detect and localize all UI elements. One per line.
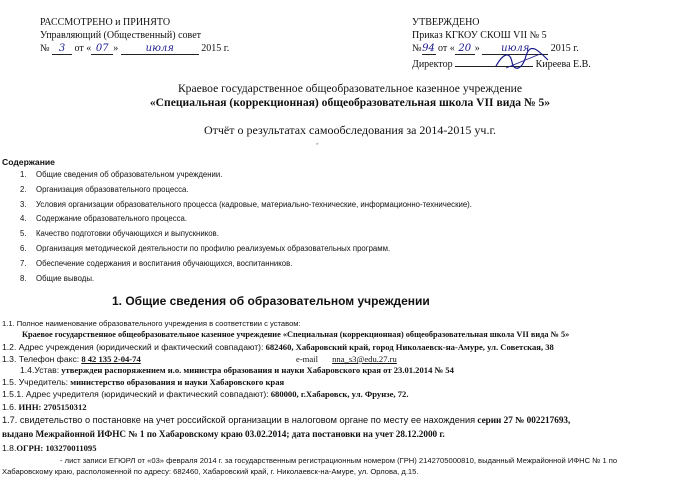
left-year: 2015 г. <box>201 43 230 54</box>
contents-item: 4. Содержание образовательного процесса. <box>20 214 188 223</box>
num-prefix: № <box>412 43 422 54</box>
p1-2-line <box>2 342 554 352</box>
p1-5-1-label: 1.5.1. Адрес учредителя (юридический и фактический совпадают): <box>2 389 269 399</box>
p1-7-issued: выдано Межрайонной ИФНС № 1 по Хабаровскому краю 03.02.2014; дата постановки на учет 28.12.2000 г. <box>2 429 445 439</box>
small-mark-icon: ⋆ <box>315 140 320 148</box>
p1-3-email-line <box>296 354 397 364</box>
p1-7-series: серии 27 № 002217693, <box>477 415 571 425</box>
contents-item: 6. Организация методической деятельности по профилю реализуемых образовательных программ. <box>20 244 391 253</box>
contents-item: 3. Условия организации образовательного процесса (кадровые, материально-технические, информационно-технические). <box>20 200 472 209</box>
p1-5-value: министерство образования и науки Хабаровского края <box>70 377 285 387</box>
contents-heading: Содержание <box>2 157 55 167</box>
p1-7-line <box>2 415 570 425</box>
section1-heading: 1. Общие сведения об образовательном учреждении <box>112 294 430 308</box>
p1-8-label: 1.8. <box>2 443 17 453</box>
contents-item: 7. Обеспечение содержания и воспитания обучающихся, воспитанников. <box>20 259 293 268</box>
contents-item: 2. Организация образовательного процесса. <box>20 185 189 194</box>
email-link[interactable]: nna_s3@edu.27.ru <box>332 354 397 364</box>
from-text: от « <box>438 43 455 54</box>
left-day-handwritten: 07 <box>95 43 109 54</box>
phone-fax: 8 42 135 2-04-74 <box>81 354 141 364</box>
email-label: e-mail <box>296 354 318 364</box>
title-line1: Краевое государственное общеобразовательное казенное учреждение <box>177 82 523 95</box>
p1-8-note2: Хабаровскому краю, расположенной по адресу: 682460, Хабаровский край, г. Николаевск-на-Амуре, ул. Орлова, д.15. <box>2 467 419 476</box>
p1-5-line <box>2 377 284 387</box>
inn-value: ИНН: 2705150312 <box>18 402 87 412</box>
left-month-handwritten: июля <box>145 43 174 54</box>
close-quote: » <box>113 43 119 54</box>
director-name: Киреева Е.В. <box>535 59 591 70</box>
close-quote: » <box>474 43 480 54</box>
right-year: 2015 г. <box>550 43 579 54</box>
p1-6-line <box>2 402 87 412</box>
p1-2-value: 682460, Хабаровский край, город Николаевск-на-Амуре, ул. Советская, 38 <box>265 342 554 352</box>
signature-image <box>492 48 552 72</box>
right-month-handwritten: июля <box>501 43 530 54</box>
p1-3-label: 1.3. Телефон факс: <box>2 354 80 364</box>
contents-item: 5. Качество подготовки обучающихся и выпускников. <box>20 229 219 238</box>
director-label: Директор <box>412 59 453 70</box>
p1-3-line <box>2 354 141 364</box>
p1-7-label: 1.7. свидетельство о постановке на учет российской организации в налоговом органе по месту ее нахождения <box>2 415 476 425</box>
report-title: Отчёт о результатах самообследования за 2014-2015 уч.г. <box>203 123 497 137</box>
contents-item: 8. Общие выводы. <box>20 274 95 283</box>
p1-5-1-value: 680000, г.Хабаровск, ул. Фрунзе, 72. <box>270 389 409 399</box>
right-approval-line2: Приказ КГКОУ СКОШ VII № 5 <box>412 30 547 41</box>
p1-8-line <box>2 443 97 453</box>
p1-4-label: 1.4.Устав: <box>20 365 60 375</box>
left-approval-number-line <box>40 43 229 55</box>
p1-1-label: 1.1. Полное наименование образовательного учреждения в соответствии с уставом: <box>2 319 301 328</box>
p1-5-1-line <box>2 389 408 399</box>
ogrn-value: ОГРН: 103270011095 <box>16 443 97 453</box>
num-prefix: № <box>40 43 50 54</box>
p1-5-label: 1.5. Учредитель: <box>2 377 69 387</box>
title-line2: «Специальная (коррекционная) общеобразовательная школа VII вида № 5» <box>149 96 551 109</box>
right-num-handwritten: 94 <box>422 43 435 54</box>
contents-item: 1. Общие сведения об образовательном учреждении. <box>20 170 223 179</box>
left-approval-line2: Управляющий (Общественный) совет <box>40 30 201 41</box>
p1-1-value: Краевое государственное общеобразовательное казенное учреждение «Специальная (коррекционная) общеобразовательная школа VII вида № 5» <box>22 330 570 339</box>
left-approval-line1: РАССМОТРЕНО и ПРИНЯТО <box>40 17 171 28</box>
right-day-handwritten: 20 <box>458 43 472 54</box>
p1-6-label: 1.6. <box>2 402 17 412</box>
p1-4-line <box>20 365 454 375</box>
p1-8-note1: - лист записи ЕГЮРЛ от «03» февраля 2014 г. за государственным регистрационным номером (ГРН) 2142705000810, выданный Межрайонной ИФНС № 1 по <box>60 456 618 465</box>
p1-2-label: 1.2. Адрес учреждения (юридический и фактический совпадают): <box>2 342 264 352</box>
right-approval-line1: УТВЕРЖДЕНО <box>412 17 480 28</box>
p1-4-value: утвержден распоряжением и.о. министра образования и науки Хабаровского края от 23.01.2014 № 54 <box>61 365 454 375</box>
from-text: от « <box>74 43 92 54</box>
left-num-handwritten: 3 <box>58 43 66 54</box>
